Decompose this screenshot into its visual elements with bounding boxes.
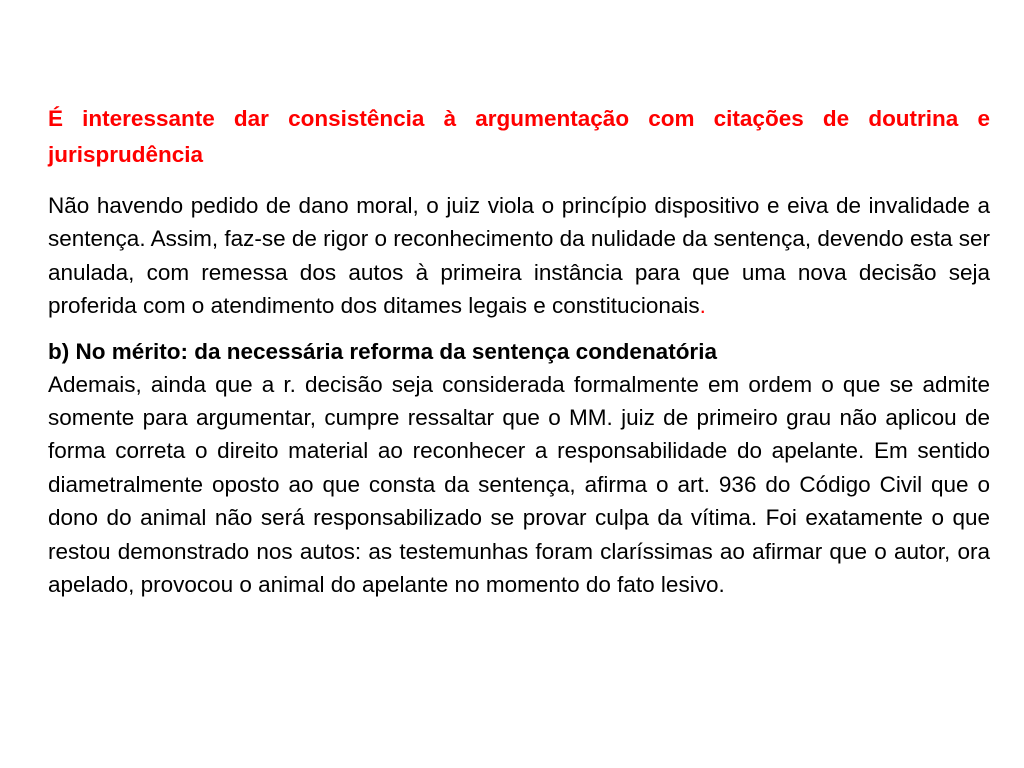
slide-heading: É interessante dar consistência à argumentação com citações de doutrina e jurisprudência xyxy=(48,106,990,167)
paragraph-dano-moral-period: . xyxy=(699,293,706,319)
paragraph-dano-moral xyxy=(48,189,990,323)
merito-subheading: b) No mérito: da necessária reforma da sentença condenatória xyxy=(48,338,717,364)
slide-content xyxy=(48,101,990,601)
paragraph-merito: Ademais, ainda que a r. decisão seja considerada formalmente em ordem o que se admite somente para argumentar, cumpre ressaltar que o MM. juiz de primeiro grau não aplicou de forma correta o direito material ao reconhecer a responsabilidade do apelante. Em sentido diametralmente oposto ao que consta da sentença, afirma o art. 936 do Código Civil que o dono do animal não será responsabilizado se provar culpa da vítima. Foi exatamente o que restou demonstrado nos autos: as testemunhas foram claríssimas ao afirmar que o autor, ora apelado, provocou o animal do apelante no momento do fato lesivo. xyxy=(48,371,990,598)
paragraph-dano-moral-text: Não havendo pedido de dano moral, o juiz viola o princípio dispositivo e eiva de invalidade a sentença. Assim, faz-se de rigor o reconhecimento da nulidade da sentença, devendo esta ser anulada, com remessa dos autos à primeira instância para que uma nova decisão seja proferida com o atendimento dos ditames legais e constitucionais xyxy=(48,193,990,319)
